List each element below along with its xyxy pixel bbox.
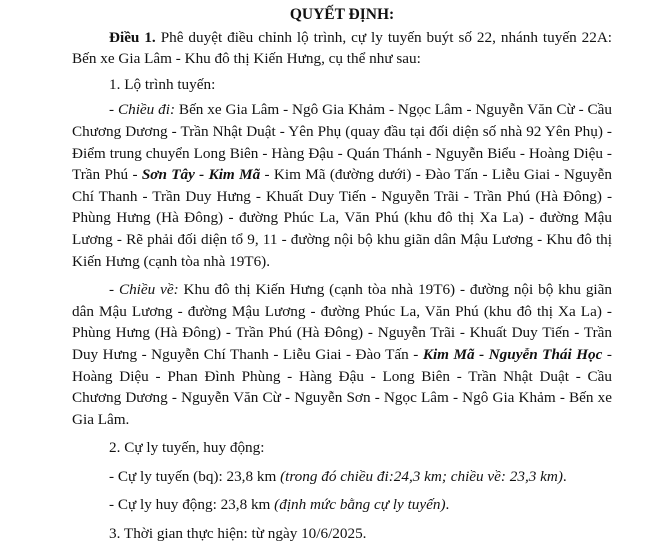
outbound-part-1: Bến xe Gia Lâm - Ngô Gia Khảm - Ngọc Lâm - Nguyễn Văn Cừ - Cầu Chương Dương - Trần Nhật Duật - Yên Phụ (quay đầu tại đối diện số nhà 92 Yên Phụ) - Điểm trung chuyển Long Biên - Hàng Đậu - Quán Thánh - Nguyễn Biểu - Hoàng Diệu - Trần Phú - — [72, 101, 613, 184]
distance-mobilized-prefix: - Cự ly huy động: 23,8 km — [109, 496, 275, 514]
document-title: QUYẾT ĐỊNH: — [289, 6, 395, 23]
outbound-part-2: - Kim Mã (đường dưới) - Đào Tấn - Liễu Giai - Nguyễn Chí Thanh - Trần Duy Hưng - Khuất Duy Tiến - Nguyễn Trãi - Trần Phú (Hà Đông) - Phùng Hưng (Hà Đông) - đường Phúc La, Văn Phú (khu đô thị Xa La) - đường Mậu Lương - Rẽ phải đối diện tổ 9, 11 - đường nội bộ khu giãn dân Mậu Lương - Khu đô thị Kiến Hưng (cạnh tòa nhà 19T6). — [72, 166, 612, 270]
distance-route — [72, 466, 612, 488]
outbound-highlight: Sơn Tây - Kim Mã — [141, 166, 261, 184]
return-route: - Chiều về: Khu đô thị Kiến Hưng (cạnh tòa nhà 19T6) - đường nội bộ khu giãn dân Mậu Lương - đường Mậu Lương - đường Phúc La, Văn Phú (khu đô thị Xa La) - Phùng Hưng (Hà Đông) - Trần Phú (Hà Đông) - Nguyễn Trãi - Khuất Duy Tiến - Trần Duy Hưng - Nguyễn Chí Thanh - Liễu Giai - Đào Tấn - Kim Mã - Nguyễn Thái Học - Hoàng Diệu - Phan Đình Phùng - Hàng Đậu - Long Biên - Trần Nhật Duật - Cầu Chương Dương - Nguyễn Văn Cừ - Nguyễn Sơn - Ngọc Lâm - Ngô Gia Khảm - Bến xe Gia Lâm. — [72, 281, 612, 428]
article-1-label: Điều 1. — [109, 28, 156, 46]
outbound-label: Chiều đi: — [117, 101, 176, 119]
distance-route-note: (trong đó chiều đi:24,3 km; chiều về: 23,3 km) — [280, 467, 563, 485]
distance-heading: 2. Cự ly tuyến, huy động: — [109, 439, 265, 457]
effective-date: 3. Thời gian thực hiện: từ ngày 10/6/2025. — [109, 525, 367, 543]
return-label: Chiều về: — [118, 281, 179, 299]
distance-mobilized-note: (định mức bằng cự ly tuyến) — [274, 496, 446, 514]
distance-route-prefix: - Cự ly tuyến (bq): 23,8 km — [109, 467, 281, 485]
article-1 — [72, 27, 612, 70]
outbound-route: - Chiều đi: Bến xe Gia Lâm - Ngô Gia Khảm - Ngọc Lâm - Nguyễn Văn Cừ - Cầu Chương Dương - Trần Nhật Duật - Yên Phụ (quay đầu tại đối diện số nhà 92 Yên Phụ) - Điểm trung chuyển Long Biên - Hàng Đậu - Quán Thánh - Nguyễn Biểu - Hoàng Diệu - Trần Phú - Sơn Tây - Kim Mã - Kim Mã (đường dưới) - Đào Tấn - Liễu Giai - Nguyễn Chí Thanh - Trần Duy Hưng - Khuất Duy Tiến - Nguyễn Trãi - Trần Phú (Hà Đông) - Phùng Hưng (Hà Đông) - đường Phúc La, Văn Phú (khu đô thị Xa La) - đường Mậu Lương - Rẽ phải đối diện tổ 9, 11 - đường nội bộ khu giãn dân Mậu Lương - Khu đô thị Kiến Hưng (cạnh tòa nhà 19T6). — [72, 101, 613, 270]
return-highlight: Kim Mã - Nguyễn Thái Học — [422, 345, 603, 363]
route-heading: 1. Lộ trình tuyến: — [109, 75, 216, 93]
distance-mobilized — [72, 494, 612, 516]
article-1-text: Phê duyệt điều chỉnh lộ trình, cự ly tuyến buýt số 22, nhánh tuyến 22A: Bến xe Gia Lâm - Khu đô thị Kiến Hưng, cụ thể như sau: — [72, 28, 613, 68]
return-part-1: Khu đô thị Kiến Hưng (cạnh tòa nhà 19T6) - đường nội bộ khu giãn dân Mậu Lương - đường Mậu Lương - đường Phúc La, Văn Phú (khu đô thị Xa La) - Phùng Hưng (Hà Đông) - Trần Phú (Hà Đông) - Nguyễn Trãi - Khuất Duy Tiến - Trần Duy Hưng - Nguyễn Chí Thanh - Liễu Giai - Đào Tấn - — [72, 281, 612, 363]
distance-route-suffix: . — [562, 467, 567, 485]
decision-document — [72, 4, 612, 545]
distance-mobilized-suffix: . — [445, 496, 450, 514]
return-part-2: - Hoàng Diệu - Phan Đình Phùng - Hàng Đậu - Long Biên - Trần Nhật Duật - Cầu Chương Dương - Nguyễn Văn Cừ - Nguyễn Sơn - Ngọc Lâm - Ngô Gia Khảm - Bến xe Gia Lâm. — [72, 345, 612, 428]
